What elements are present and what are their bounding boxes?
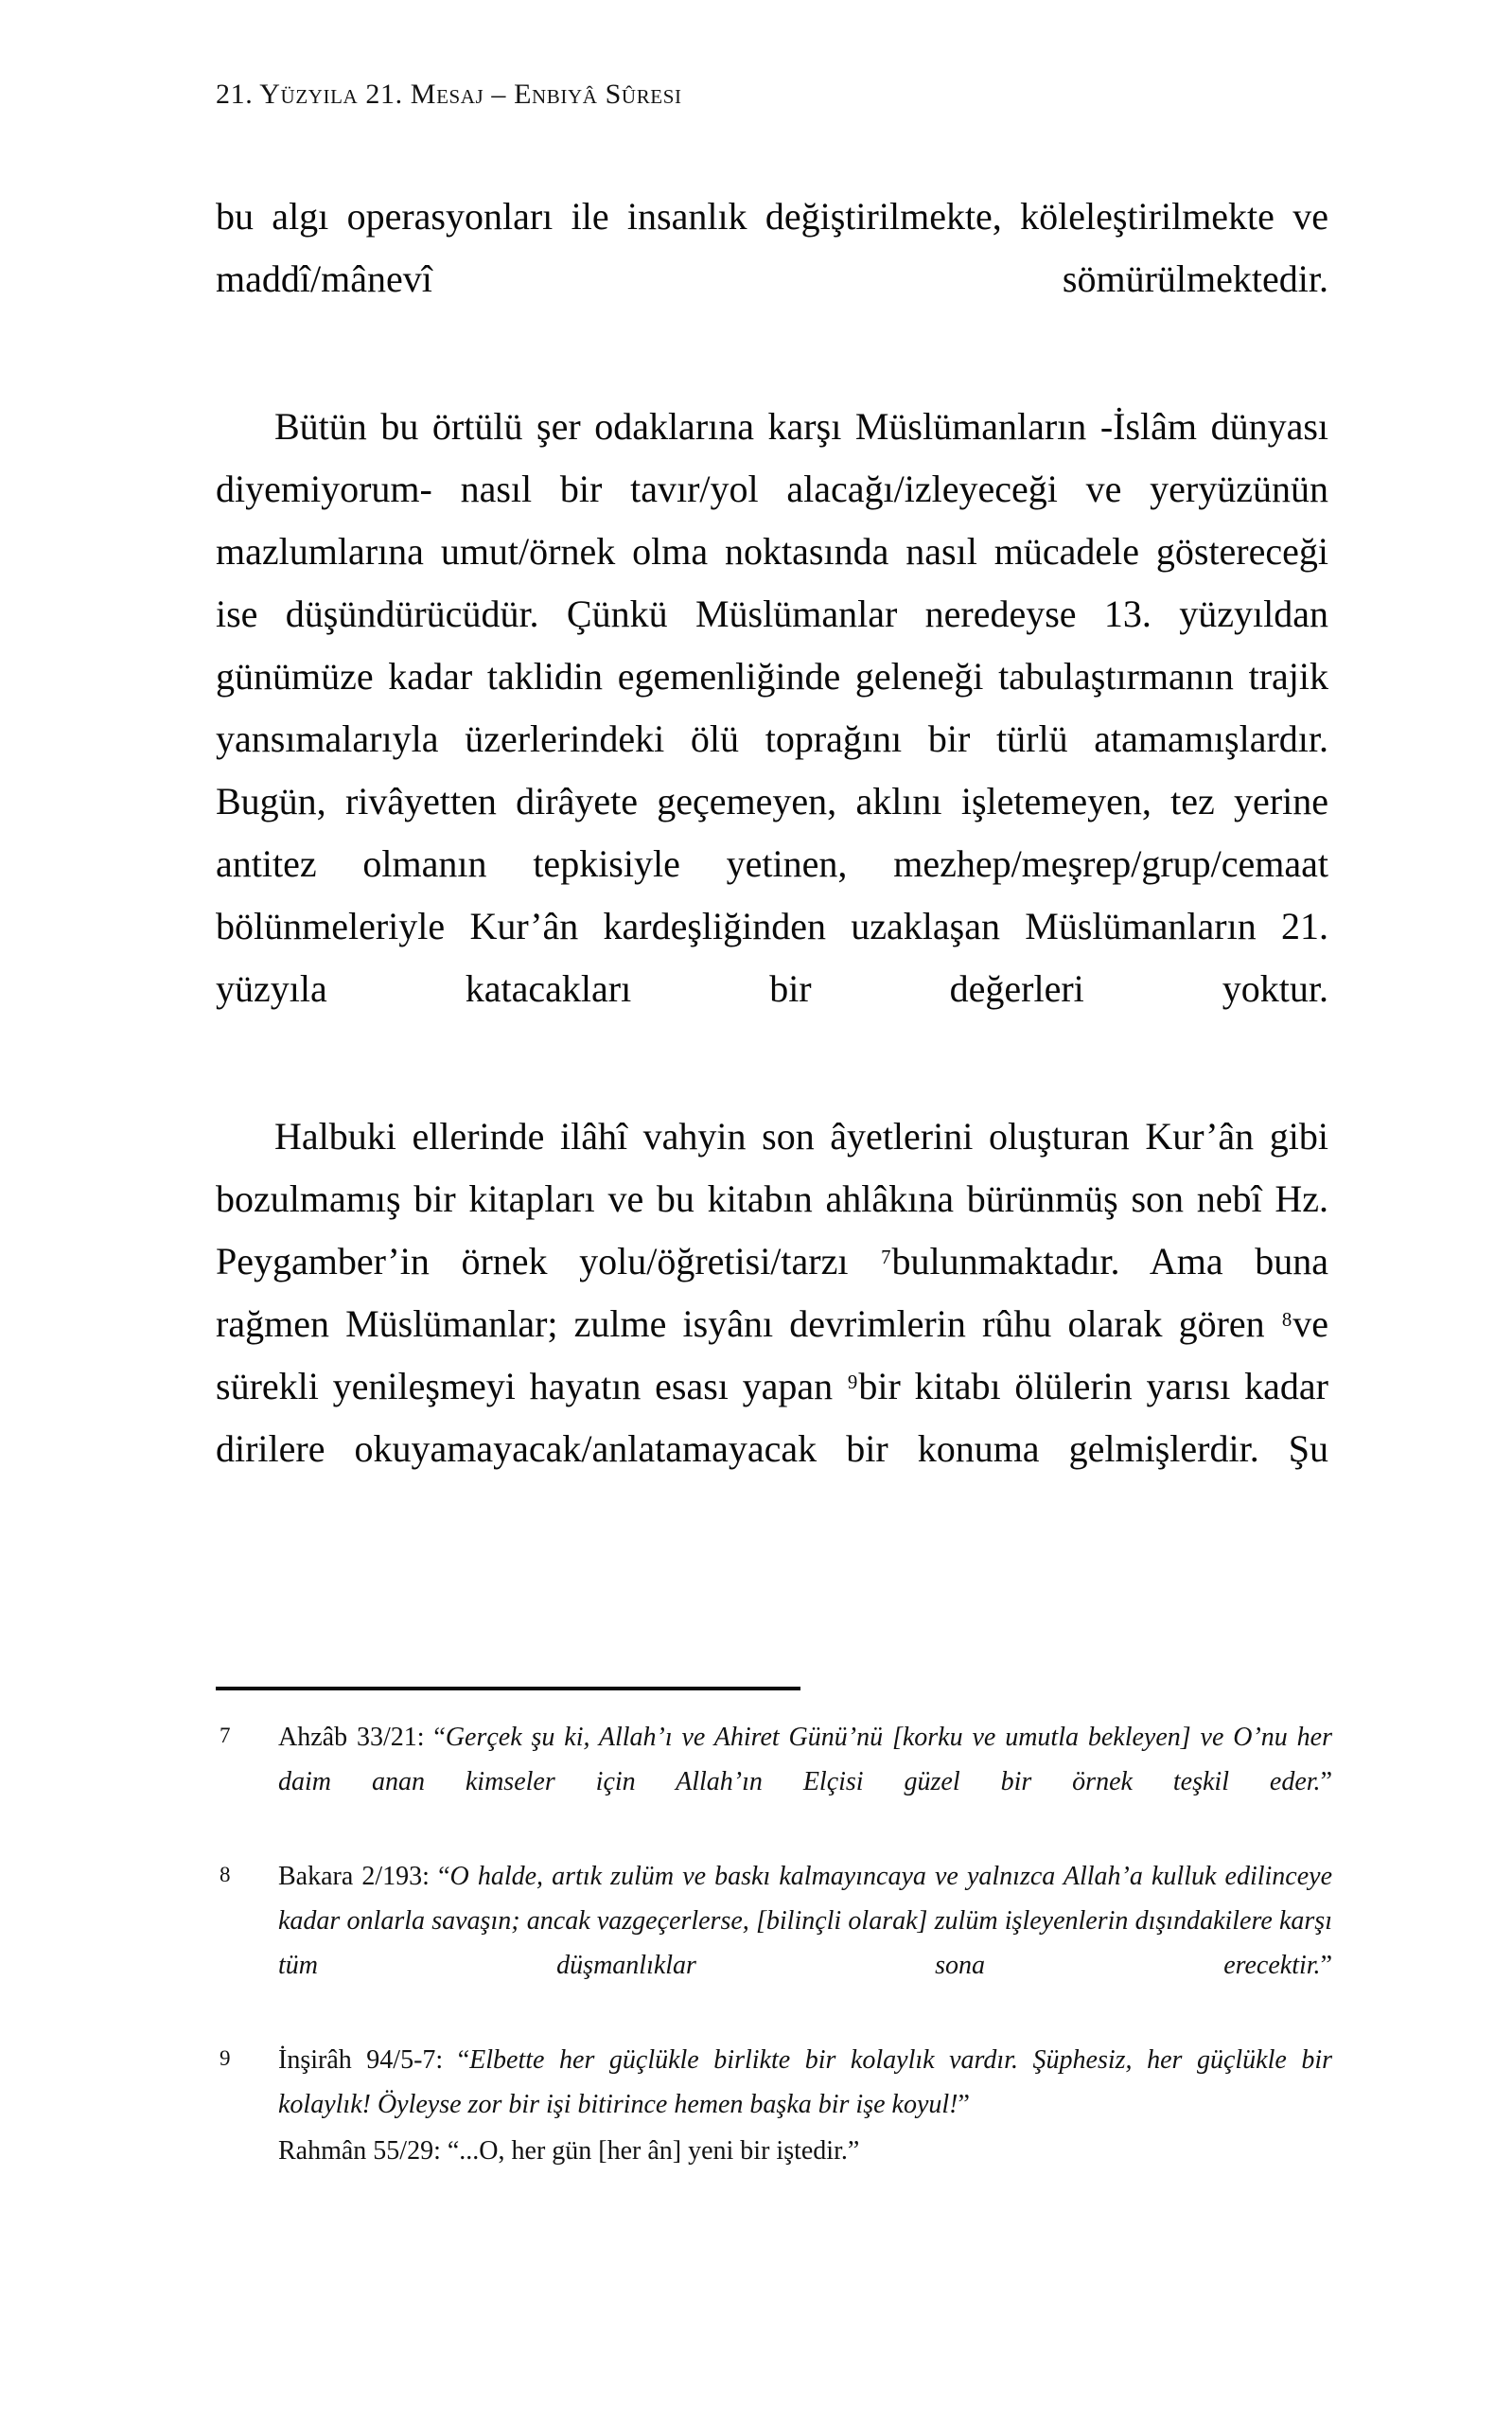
footnote-quote-close: ” [1320, 1951, 1332, 1980]
footnote-number: 9 [220, 2046, 231, 2070]
footnote-additional-reference: Rahmân 55/29: “...O, her gün [her ân] yeni bir iştedir.” [278, 2136, 860, 2166]
footnote-reference-7[interactable]: 7 [881, 1247, 891, 1269]
footnote-item [216, 1854, 1332, 2032]
footnote-number: 7 [220, 1724, 231, 1747]
footnote-quote-close: ” [958, 2090, 970, 2119]
footnote-quote: Gerçek şu ki, Allah’ı ve Ahiret Günü’nü [korku ve umutla bekleyen] ve O’nu her daim anan kimseler için Allah’ın Elçisi güzel bir örnek teşkil eder. [278, 1723, 1333, 1796]
footnote-source: Ahzâb 33/21: “ [278, 1723, 446, 1752]
footnote-quote-close: ” [1320, 1767, 1332, 1796]
footnote-item [216, 1715, 1332, 1848]
footnote-area [216, 1687, 1332, 2223]
paragraph-body: Bütün bu örtülü şer odaklarına karşı Müslümanların -İslâm dünyası diyemiyorum- nasıl bir tavır/yol alacağı/izleyeceği ve yeryüzünün mazlumlarına umut/örnek olma noktasında nasıl mücadele göstereceği ise düşündürücüdür. Çünkü Müslümanlar neredeyse 13. yüzyıldan günümüze kadar taklidin egemenliğinde geleneği tabulaştırmanın trajik yansımalarıyla üzerlerindeki ölü toprağını bir türlü atamamışlardır. Bugün, rivâyetten dirâyete geçemeyen, aklını işletemeyen, tez yerine antitez olmanın tepkisiyle yetinen, mezhep/meşrep/grup/cemaat bölünmeleriyle Kur’ân kardeşliğinden uzaklaşan Müslümanların 21. yüzyıla katacakları bir değerleri yoktur. [216, 405, 1328, 1010]
body-text-block [216, 186, 1328, 1543]
paragraph-with-footnote-refs: Halbuki ellerinde ilâhî vahyin son âyetlerini oluşturan Kur’ân gibi bozulmamış bir kitapları ve bu kitabın ahlâkına bürünmüş son nebî Hz. Peygamber’in örnek yolu/öğretisi/tarzı $^7$bulunmaktadır. Ama buna rağmen Müslümanlar; zulme isyânı devrimlerin rûhu olarak gören $^8$ve sürekli yenileşmeyi hayatın esası yapan $^9$bir kitabı ölülerin yarısı kadar dirilere okuyamayacak/anlatamayacak bir konuma gelmişlerdir. Şu [216, 1115, 1329, 1470]
running-header: 21. Yüzyıla 21. Mesaj – Enbiyâ Sûresi [216, 79, 682, 110]
footnote-quote: Elbette her güçlükle birlikte bir kolaylık vardır. Şüphesiz, her güçlükle bir kolaylık! Öyleyse zor bir işi bitirince hemen başka bir işe koyul! [278, 2045, 1333, 2119]
paragraph-continued: bu algı operasyonları ile insanlık değiştirilmekte, köleleştirilmekte ve maddî/mânevî sömürülmektedir. [216, 195, 1328, 300]
footnote-number: 8 [220, 1863, 231, 1886]
footnote-reference-9[interactable]: 9 [847, 1371, 858, 1394]
footnote-item [216, 2038, 1332, 2218]
footnote-source: Bakara 2/193: “ [278, 1862, 450, 1891]
footnote-separator-rule [216, 1687, 800, 1690]
footnote-source: İnşirâh 94/5-7: “ [278, 2045, 470, 2075]
footnote-quote: O halde, artık zulüm ve baskı kalmayıncaya ve yalnızca Allah’a kulluk edilinceye kadar onlarla savaşın; ancak vazgeçerlerse, [bilinçli olarak] zulüm işleyenlerin dışındakilere karşı tüm düşmanlıklar sona erecektir. [278, 1862, 1332, 1980]
footnote-reference-8[interactable]: 8 [1281, 1309, 1292, 1332]
